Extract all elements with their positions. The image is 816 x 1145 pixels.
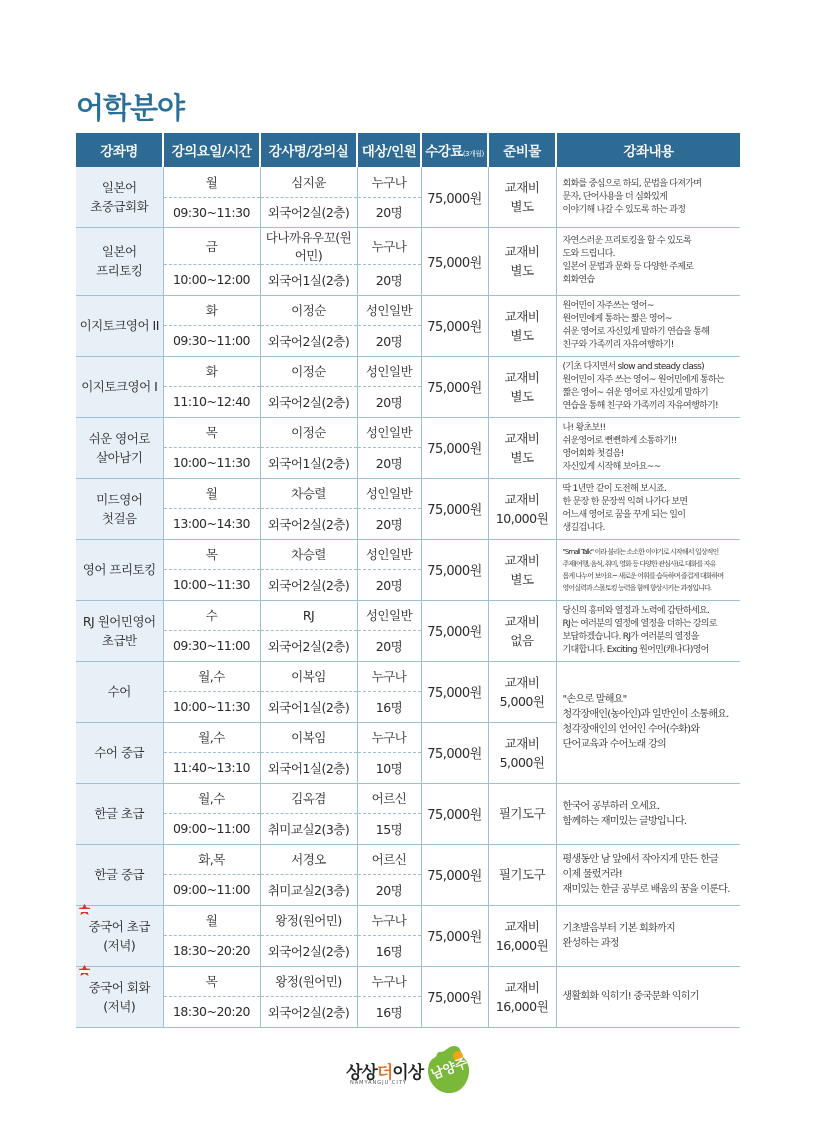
course-materials: 교재비 별도 bbox=[504, 369, 540, 404]
course-time: 11:40~13:10 bbox=[163, 753, 260, 784]
header-course-name: 강좌명 bbox=[76, 133, 163, 167]
course-room: 외국어2실(2층) bbox=[260, 326, 357, 357]
course-name: 일본어 프리토킹 bbox=[96, 244, 143, 279]
course-description: "Small Talk" 이라 불리는 소소한 이야기로 시작해서 일상적인 주제(여행, 음식, 취미, 영화 등 다양한 관심사)로 대화를 자유 롭게 나누어 보아요~ 새로운 어휘를 습득하며 즐겁게 대화하며 영어실력과 스몰토킹 능력을 함께 향상시키는 과정입니다. bbox=[562, 547, 724, 592]
course-materials-cell bbox=[488, 661, 556, 722]
course-time: 09:00~11:00 bbox=[163, 875, 260, 906]
course-name-cell bbox=[76, 356, 163, 417]
course-capacity: 16명 bbox=[357, 936, 421, 967]
header-fee-label: 수강료 bbox=[425, 144, 463, 160]
course-name: 이지토크영어 II bbox=[79, 318, 159, 333]
course-materials: 교재비 별도 bbox=[504, 180, 540, 214]
course-capacity: 20명 bbox=[357, 197, 421, 228]
course-target: 성인일반 bbox=[357, 417, 421, 448]
course-time: 18:30~20:20 bbox=[163, 936, 260, 967]
course-table bbox=[76, 133, 740, 1028]
course-description: 자연스러운 프리토킹을 할 수 있도록 도와 드립니다. 일본어 문법과 문화 등 다양한 주제로 회화연습 bbox=[562, 236, 694, 286]
course-description: 평생동안 남 앞에서 작아지게 만든 한글 이제 물렀거라! 재미있는 한글 공부로 배움의 꿈을 이룬다. bbox=[562, 854, 730, 895]
course-row bbox=[76, 295, 740, 326]
slogan-part-b: 더 bbox=[376, 1063, 393, 1083]
course-name-cell bbox=[76, 966, 163, 1027]
course-capacity: 15명 bbox=[357, 814, 421, 845]
course-capacity: 16명 bbox=[357, 692, 421, 723]
course-row bbox=[76, 661, 740, 692]
course-description-cell bbox=[556, 167, 740, 228]
course-target: 누구나 bbox=[357, 661, 421, 692]
course-materials-cell bbox=[488, 478, 556, 539]
course-fee: 75,000원 bbox=[421, 228, 488, 296]
course-materials: 교재비 없음 bbox=[504, 613, 540, 648]
course-description: (기초 다지면서 slow and steady class) 원어민이 자주 쓰는 영어~ 원어민에게 통하는 짧은 영어~ 쉬운 영어로 자신있게 말하기 연습을 통해 친구와 가족끼리 자유여행하기! bbox=[562, 361, 725, 411]
course-day: 화 bbox=[163, 295, 260, 326]
course-description: 회화를 중심으로 하되, 문법을 다져가며 문자, 단어사용을 더 심화있게 이야기해 나갈 수 있도록 하는 과정 bbox=[562, 178, 702, 215]
course-materials-cell bbox=[488, 417, 556, 478]
course-time: 10:00~11:30 bbox=[163, 570, 260, 601]
course-capacity: 20명 bbox=[357, 326, 421, 357]
course-fee: 75,000원 bbox=[421, 167, 488, 228]
course-materials: 교재비 별도 bbox=[504, 308, 540, 343]
header-description: 강좌내용 bbox=[556, 133, 740, 167]
course-description: 딱 1년만 같이 도전해 보시죠. 한 문장 한 문장씩 익혀 나가다 보면 어느새 영어로 꿈을 꾸게 되는 일이 생길겁니다. bbox=[562, 483, 688, 533]
course-capacity: 20명 bbox=[357, 448, 421, 479]
new-badge-icon bbox=[77, 964, 92, 979]
slogan-part-a: 상상 bbox=[346, 1063, 377, 1083]
course-day: 월 bbox=[163, 478, 260, 509]
course-capacity: 20명 bbox=[357, 509, 421, 540]
course-time: 09:30~11:00 bbox=[163, 631, 260, 662]
course-fee: 75,000원 bbox=[421, 356, 488, 417]
course-description-cell bbox=[556, 478, 740, 539]
course-materials-cell bbox=[488, 844, 556, 905]
course-description-cell bbox=[556, 417, 740, 478]
course-room: 외국어2실(2층) bbox=[260, 997, 357, 1028]
course-room: 외국어2실(2층) bbox=[260, 936, 357, 967]
course-name-cell bbox=[76, 722, 163, 783]
footer-logo bbox=[346, 1044, 476, 1100]
course-capacity: 20명 bbox=[357, 631, 421, 662]
course-fee: 75,000원 bbox=[421, 417, 488, 478]
course-materials-cell bbox=[488, 966, 556, 1027]
course-materials-cell bbox=[488, 905, 556, 966]
course-fee: 75,000원 bbox=[421, 844, 488, 905]
course-fee: 75,000원 bbox=[421, 539, 488, 600]
course-room: 외국어2실(2층) bbox=[260, 197, 357, 228]
course-target: 어르신 bbox=[357, 783, 421, 814]
course-fee: 75,000원 bbox=[421, 478, 488, 539]
course-target: 성인일반 bbox=[357, 478, 421, 509]
course-name: 미드영어 첫걸음 bbox=[96, 491, 143, 526]
course-description: 기초발음부터 기본 회화까지 완성하는 과정 bbox=[562, 922, 675, 949]
course-name-cell bbox=[76, 478, 163, 539]
course-day: 월 bbox=[163, 167, 260, 197]
course-instructor: 이정순 bbox=[260, 295, 357, 326]
course-day: 목 bbox=[163, 539, 260, 570]
course-instructor: 이복임 bbox=[260, 722, 357, 753]
new-badge-icon bbox=[77, 903, 92, 918]
course-capacity: 20명 bbox=[357, 265, 421, 296]
course-description: 원어민이 자주쓰는 영어~ 원어민에게 통하는 짧은 영어~ 쉬운 영어로 자신있게 말하기 연습을 통해 친구와 가족끼리 자유여행하기! bbox=[562, 300, 710, 350]
course-instructor: 왕정(원어민) bbox=[260, 966, 357, 997]
course-description-cell bbox=[556, 356, 740, 417]
course-name: 쉬운 영어로 살아남기 bbox=[88, 430, 150, 465]
course-target: 성인일반 bbox=[357, 356, 421, 387]
course-materials-cell bbox=[488, 295, 556, 356]
course-time: 09:00~11:00 bbox=[163, 814, 260, 845]
course-name: 이지토크영어 I bbox=[81, 379, 158, 394]
course-target: 성인일반 bbox=[357, 600, 421, 631]
course-materials: 교재비 16,000원 bbox=[495, 979, 549, 1014]
course-row bbox=[76, 478, 740, 509]
course-time: 13:00~14:30 bbox=[163, 509, 260, 540]
course-description-cell bbox=[556, 783, 740, 844]
course-target: 성인일반 bbox=[357, 295, 421, 326]
course-materials: 교재비 5,000원 bbox=[499, 674, 545, 709]
course-materials: 교재비 별도 bbox=[504, 552, 540, 587]
course-instructor: 이정순 bbox=[260, 356, 357, 387]
header-instructor-room: 강사명/강의실 bbox=[260, 133, 357, 167]
course-instructor: 이정순 bbox=[260, 417, 357, 448]
course-instructor: 이복임 bbox=[260, 661, 357, 692]
course-description: 한국어 공부하러 오세요. 함께하는 재미있는 글방입니다. bbox=[562, 800, 687, 827]
course-fee: 75,000원 bbox=[421, 905, 488, 966]
course-row bbox=[76, 783, 740, 814]
course-description-cell bbox=[556, 228, 740, 296]
course-materials: 교재비 10,000원 bbox=[495, 491, 549, 526]
course-instructor: 다나까유우꼬(원어민) bbox=[260, 228, 357, 265]
course-row bbox=[76, 844, 740, 875]
course-target: 어르신 bbox=[357, 844, 421, 875]
course-time: 18:30~20:20 bbox=[163, 997, 260, 1028]
city-english-name: NAMYANGJU CITY bbox=[350, 1080, 407, 1086]
course-description-cell bbox=[556, 539, 740, 600]
course-materials: 교재비 16,000원 bbox=[495, 918, 549, 953]
course-description: 나! 왕초보!! 쉬운영어로 뻔뻔하게 소통하기!! 영어회화 첫걸음! 자신있게 시작해 보아요~~ bbox=[562, 422, 677, 472]
header-day-time: 강의요일/시간 bbox=[163, 133, 260, 167]
course-name: 중국어 회화 (저녁) bbox=[88, 979, 150, 1014]
course-name-cell bbox=[76, 783, 163, 844]
course-description-cell bbox=[556, 295, 740, 356]
course-time: 09:30~11:30 bbox=[163, 197, 260, 228]
course-day: 목 bbox=[163, 417, 260, 448]
course-instructor: 김옥겸 bbox=[260, 783, 357, 814]
course-name-cell bbox=[76, 228, 163, 296]
course-room: 외국어1실(2층) bbox=[260, 692, 357, 723]
course-fee: 75,000원 bbox=[421, 295, 488, 356]
course-row bbox=[76, 356, 740, 387]
course-target: 누구나 bbox=[357, 228, 421, 265]
course-fee: 75,000원 bbox=[421, 722, 488, 783]
course-day: 화,목 bbox=[163, 844, 260, 875]
course-room: 외국어1실(2층) bbox=[260, 753, 357, 784]
course-fee: 75,000원 bbox=[421, 783, 488, 844]
city-logo-text: 남양주 bbox=[429, 1055, 470, 1083]
course-instructor: 서경오 bbox=[260, 844, 357, 875]
header-target-capacity: 대상/인원 bbox=[357, 133, 421, 167]
course-target: 누구나 bbox=[357, 905, 421, 936]
course-instructor: 왕정(원어민) bbox=[260, 905, 357, 936]
course-room: 외국어1실(2층) bbox=[260, 265, 357, 296]
course-fee: 75,000원 bbox=[421, 600, 488, 661]
course-name: 수어 bbox=[107, 684, 131, 699]
course-materials-cell bbox=[488, 539, 556, 600]
header-fee-unit: (3개월) bbox=[462, 150, 484, 158]
course-materials-cell bbox=[488, 600, 556, 661]
course-description-cell bbox=[556, 661, 740, 783]
course-capacity: 20명 bbox=[357, 570, 421, 601]
course-row bbox=[76, 966, 740, 997]
course-instructor: 심지윤 bbox=[260, 167, 357, 197]
course-capacity: 20명 bbox=[357, 387, 421, 418]
course-table-body bbox=[76, 167, 740, 1027]
course-row bbox=[76, 905, 740, 936]
course-row bbox=[76, 417, 740, 448]
course-day: 화 bbox=[163, 356, 260, 387]
course-materials: 교재비 별도 bbox=[504, 430, 540, 465]
course-room: 외국어2실(2층) bbox=[260, 387, 357, 418]
course-target: 누구나 bbox=[357, 966, 421, 997]
course-capacity: 20명 bbox=[357, 875, 421, 906]
course-description-cell bbox=[556, 600, 740, 661]
course-target: 누구나 bbox=[357, 167, 421, 197]
course-materials-cell bbox=[488, 356, 556, 417]
course-room: 외국어2실(2층) bbox=[260, 570, 357, 601]
course-room: 취미교실2(3층) bbox=[260, 875, 357, 906]
course-name-cell bbox=[76, 539, 163, 600]
course-room: 외국어2실(2층) bbox=[260, 631, 357, 662]
course-fee: 75,000원 bbox=[421, 966, 488, 1027]
course-name-cell bbox=[76, 167, 163, 228]
course-name: 수어 중급 bbox=[94, 745, 145, 760]
course-capacity: 16명 bbox=[357, 997, 421, 1028]
course-time: 10:00~11:30 bbox=[163, 692, 260, 723]
course-instructor: 차승렬 bbox=[260, 539, 357, 570]
course-time: 10:00~11:30 bbox=[163, 448, 260, 479]
course-description: "손으로 말해요" 청각장애인(농아인)과 일반인이 소통해요. 청각장애인의 언어인 수어(수화)와 단어교육과 수어노래 강의 bbox=[562, 694, 729, 750]
course-materials: 교재비 별도 bbox=[504, 244, 540, 279]
course-fee: 75,000원 bbox=[421, 661, 488, 722]
course-row bbox=[76, 539, 740, 570]
course-day: 목 bbox=[163, 966, 260, 997]
course-capacity: 10명 bbox=[357, 753, 421, 784]
course-name-cell bbox=[76, 417, 163, 478]
header-materials: 준비물 bbox=[488, 133, 556, 167]
course-name: 영어 프리토킹 bbox=[82, 562, 156, 577]
course-day: 금 bbox=[163, 228, 260, 265]
course-target: 누구나 bbox=[357, 722, 421, 753]
course-room: 외국어2실(2층) bbox=[260, 509, 357, 540]
course-materials: 교재비 5,000원 bbox=[499, 735, 545, 770]
course-name: 한글 중급 bbox=[94, 867, 145, 882]
course-materials-cell bbox=[488, 167, 556, 228]
course-description: 당신의 흥미와 열정과 노력에 감탄하세요. RJ는 여러분의 열정에 열정을 더하는 강의로 보답하겠습니다. RJ가 여러분의 열정을 기대합니다. Exciting 원어민(캐나다)영어 bbox=[562, 605, 717, 655]
header-fee bbox=[421, 133, 488, 167]
course-day: 월,수 bbox=[163, 783, 260, 814]
course-description-cell bbox=[556, 966, 740, 1027]
course-name-cell bbox=[76, 600, 163, 661]
course-materials-cell bbox=[488, 722, 556, 783]
course-day: 월,수 bbox=[163, 661, 260, 692]
table-header-row bbox=[76, 133, 740, 167]
course-day: 월,수 bbox=[163, 722, 260, 753]
course-description: 생활회화 익히기! 중국문화 익히기 bbox=[562, 991, 699, 1002]
slogan-part-c: 이상 bbox=[392, 1063, 424, 1083]
course-day: 월 bbox=[163, 905, 260, 936]
course-name-cell bbox=[76, 844, 163, 905]
course-row bbox=[76, 228, 740, 265]
course-row bbox=[76, 600, 740, 631]
course-name-cell bbox=[76, 905, 163, 966]
course-materials: 필기도구 bbox=[498, 867, 546, 882]
course-materials-cell bbox=[488, 228, 556, 296]
course-room: 외국어1실(2층) bbox=[260, 448, 357, 479]
page-title: 어학분야 bbox=[76, 91, 185, 125]
course-time: 09:30~11:00 bbox=[163, 326, 260, 357]
course-materials: 필기도구 bbox=[498, 806, 546, 821]
course-materials-cell bbox=[488, 783, 556, 844]
course-description-cell bbox=[556, 905, 740, 966]
course-room: 취미교실2(3층) bbox=[260, 814, 357, 845]
course-row bbox=[76, 167, 740, 197]
course-day: 수 bbox=[163, 600, 260, 631]
course-time: 10:00~12:00 bbox=[163, 265, 260, 296]
course-instructor: RJ bbox=[260, 600, 357, 631]
course-instructor: 차승렬 bbox=[260, 478, 357, 509]
course-name: RJ 원어민영어 초급반 bbox=[82, 613, 156, 648]
course-description-cell bbox=[556, 844, 740, 905]
course-name: 일본어 초중급회화 bbox=[90, 180, 149, 214]
course-name-cell bbox=[76, 661, 163, 722]
course-target: 성인일반 bbox=[357, 539, 421, 570]
course-name: 중국어 초급 (저녁) bbox=[88, 918, 150, 953]
course-name: 한글 초급 bbox=[94, 806, 145, 821]
course-name-cell bbox=[76, 295, 163, 356]
course-time: 11:10~12:40 bbox=[163, 387, 260, 418]
